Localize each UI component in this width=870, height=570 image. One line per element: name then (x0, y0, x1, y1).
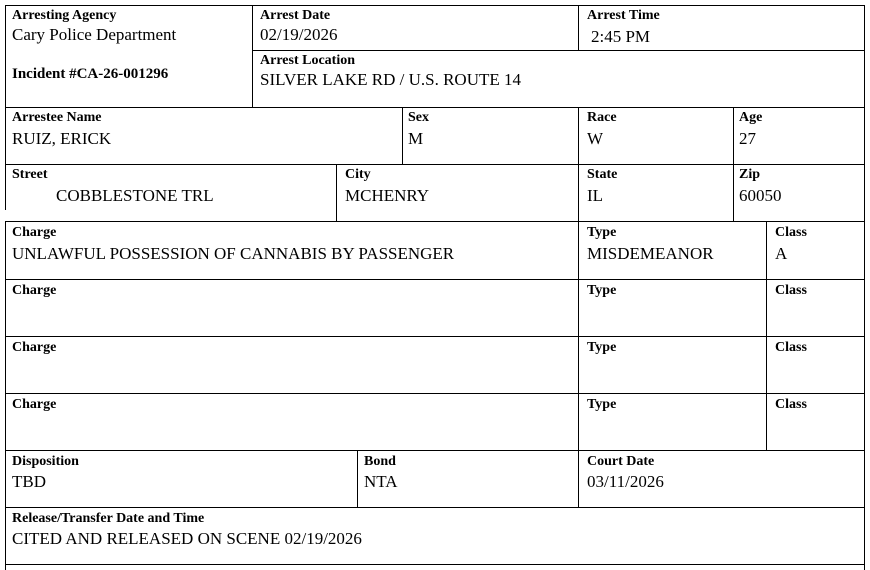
form-border-top (5, 5, 865, 6)
divider-city (336, 164, 337, 221)
race-label: Race (587, 110, 617, 125)
street-label: Street (12, 167, 48, 182)
arrest-date-label: Arrest Date (260, 8, 331, 23)
type-4-label: Type (587, 397, 617, 412)
arrestee-name-label: Arrestee Name (12, 110, 102, 125)
divider-sex (402, 107, 403, 164)
court-date-label: Court Date (587, 454, 655, 469)
street-value: COBBLESTONE TRL (56, 186, 214, 205)
sex-label: Sex (408, 110, 429, 125)
arrest-time-value: 2:45 PM (591, 27, 651, 46)
divider-charge-4-bottom (5, 450, 865, 451)
type-2-label: Type (587, 283, 617, 298)
charge-1-label: Charge (12, 225, 57, 240)
divider-class (766, 221, 767, 450)
divider-location (252, 50, 865, 51)
state-value: IL (587, 186, 604, 205)
bond-value: NTA (364, 472, 398, 491)
form-border-left (5, 5, 6, 210)
charge-4-label: Charge (12, 397, 57, 412)
zip-label: Zip (739, 167, 761, 182)
divider-address-bottom (5, 221, 865, 222)
arrest-location-value: SILVER LAKE RD / U.S. ROUTE 14 (260, 70, 521, 89)
arresting-agency-value: Cary Police Department (12, 25, 177, 44)
divider-state (578, 164, 579, 221)
charge-2-label: Charge (12, 283, 57, 298)
arrest-date-value: 02/19/2026 (260, 25, 338, 44)
type-1-label: Type (587, 225, 617, 240)
age-value: 27 (739, 129, 756, 148)
class-2-label: Class (775, 283, 807, 298)
release-transfer-value: CITED AND RELEASED ON SCENE 02/19/2026 (12, 529, 362, 548)
age-label: Age (739, 110, 763, 125)
city-value: MCHENRY (345, 186, 430, 205)
class-1-value: A (775, 244, 788, 263)
type-1-value: MISDEMEANOR (587, 244, 714, 263)
divider-arrestee-bottom (5, 164, 865, 165)
divider-disposition-bottom (5, 507, 865, 508)
disposition-value: TBD (12, 472, 46, 491)
divider-zip (733, 164, 734, 221)
divider-charge-2-bottom (5, 336, 865, 337)
divider-age (733, 107, 734, 164)
city-label: City (345, 167, 371, 182)
divider-bond (357, 450, 358, 507)
zip-value: 60050 (739, 186, 782, 205)
class-3-label: Class (775, 340, 807, 355)
arresting-agency-label: Arresting Agency (12, 8, 117, 23)
divider-agency (252, 5, 253, 107)
divider-type (578, 221, 579, 450)
form-border-left-lower (5, 221, 6, 570)
divider-release-bottom (5, 564, 865, 565)
divider-time (578, 5, 579, 50)
divider-charge-3-bottom (5, 393, 865, 394)
charge-3-label: Charge (12, 340, 57, 355)
divider-race (578, 107, 579, 164)
divider-header-bottom (5, 107, 865, 108)
sex-value: M (408, 129, 424, 148)
race-value: W (587, 129, 604, 148)
form-border-right (864, 5, 865, 570)
incident-number: Incident #CA-26-001296 (12, 66, 169, 82)
release-transfer-label: Release/Transfer Date and Time (12, 511, 205, 526)
arrestee-name-value: RUIZ, ERICK (12, 129, 112, 148)
arrest-time-label: Arrest Time (587, 8, 660, 23)
bond-label: Bond (364, 454, 396, 469)
charge-1-value: UNLAWFUL POSSESSION OF CANNABIS BY PASSENGER (12, 244, 455, 263)
arrest-location-label: Arrest Location (260, 53, 355, 68)
class-4-label: Class (775, 397, 807, 412)
divider-charge-1-bottom (5, 279, 865, 280)
divider-court-date (578, 450, 579, 507)
court-date-value: 03/11/2026 (587, 472, 664, 491)
state-label: State (587, 167, 618, 182)
class-1-label: Class (775, 225, 807, 240)
type-3-label: Type (587, 340, 617, 355)
disposition-label: Disposition (12, 454, 79, 469)
